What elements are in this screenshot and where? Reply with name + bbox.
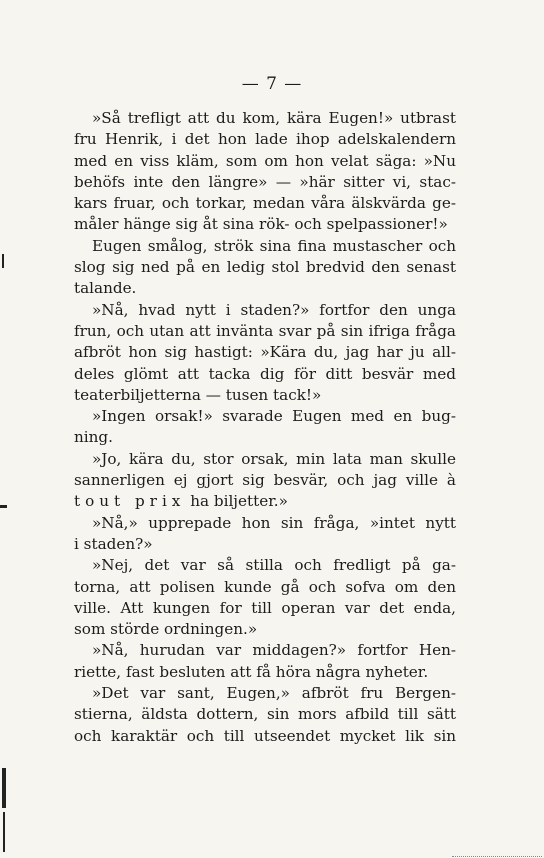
body-text: [74, 108, 456, 747]
paragraph-9: [74, 683, 456, 747]
text-line: deles glömt att tacka dig för ditt besvär med: [74, 364, 456, 383]
text-line: »Jo, kära du, stor orsak, min lata man skulle: [92, 449, 456, 468]
spaced-phrase: tout prix: [74, 492, 186, 511]
paragraph-6: [74, 513, 456, 556]
text-line: »Det var sant, Eugen,» afbröt fru Bergen-: [92, 684, 456, 703]
paragraph-1: [74, 108, 456, 236]
text-line: talande.: [74, 279, 137, 298]
text-line: sannerligen ej gjort sig besvär, och jag ville à: [74, 471, 456, 490]
text-line: måler hänge sig åt sina rök- och spelpassioner!»: [74, 215, 448, 234]
text-line: afbröt hon sig hastigt: »Kära du, jag har ju all-: [74, 343, 456, 362]
text-line: som störde ordningen.»: [74, 620, 258, 639]
scan-edge-mark: [3, 812, 5, 852]
scan-edge-dots: [452, 856, 542, 857]
text-line: riette, fast besluten att få höra några nyheter.: [74, 662, 429, 681]
text-line: fru Henrik, i det hon lade ihop adelskalendern: [74, 130, 456, 149]
text-line: behöfs inte den längre» — »här sitter vi, stac-: [74, 172, 456, 191]
text-line: »Nå,» upprepade hon sin fråga, »intet nytt: [92, 513, 456, 532]
text-line: »Nå, hvad nytt i staden?» fortfor den unga: [92, 300, 456, 319]
text-line: ning.: [74, 428, 113, 447]
paragraph-7: [74, 555, 456, 640]
text-line: med en viss kläm, som om hon velat säga: »Nu: [74, 151, 456, 170]
text-line: slog sig ned på en ledig stol bredvid den senast: [74, 258, 456, 277]
text-fragment: ha biljetter.»: [185, 492, 288, 511]
text-line: stierna, äldsta dottern, sin mors afbild till sätt: [74, 705, 456, 724]
text-line: frun, och utan att invänta svar på sin ifriga fråga: [74, 321, 456, 340]
scan-edge-mark: [2, 768, 6, 808]
text-line: och karaktär och till utseendet mycket lik sin: [74, 726, 456, 745]
scan-edge-mark: [2, 254, 4, 268]
scan-edge-mark: [0, 505, 7, 508]
text-line: torna, att polisen kunde gå och sofva om den: [74, 577, 456, 596]
paragraph-2: [74, 236, 456, 300]
text-line: »Så trefligt att du kom, kära Eugen!» utbrast: [92, 109, 456, 127]
paragraph-8: [74, 640, 456, 683]
text-line: Eugen smålog, strök sina fina mustascher och: [92, 236, 456, 255]
text-line: kars fruar, och torkar, medan våra älskvärda ge-: [74, 194, 456, 213]
text-line: »Nå, hurudan var middagen?» fortfor Hen-: [92, 641, 456, 660]
text-line: [74, 491, 456, 512]
text-line: »Nej, det var så stilla och fredligt på ga-: [92, 556, 456, 575]
text-line: ville. Att kungen for till operan var det enda,: [74, 598, 456, 617]
page-number: — 7 —: [241, 74, 303, 94]
text-line: »Ingen orsak!» svarade Eugen med en bug-: [92, 407, 456, 426]
paragraph-4: [74, 406, 456, 449]
text-line: i staden?»: [74, 534, 153, 553]
paragraph-5: [74, 449, 456, 513]
paragraph-3: [74, 300, 456, 406]
text-line: teaterbiljetterna — tusen tack!»: [74, 385, 322, 404]
